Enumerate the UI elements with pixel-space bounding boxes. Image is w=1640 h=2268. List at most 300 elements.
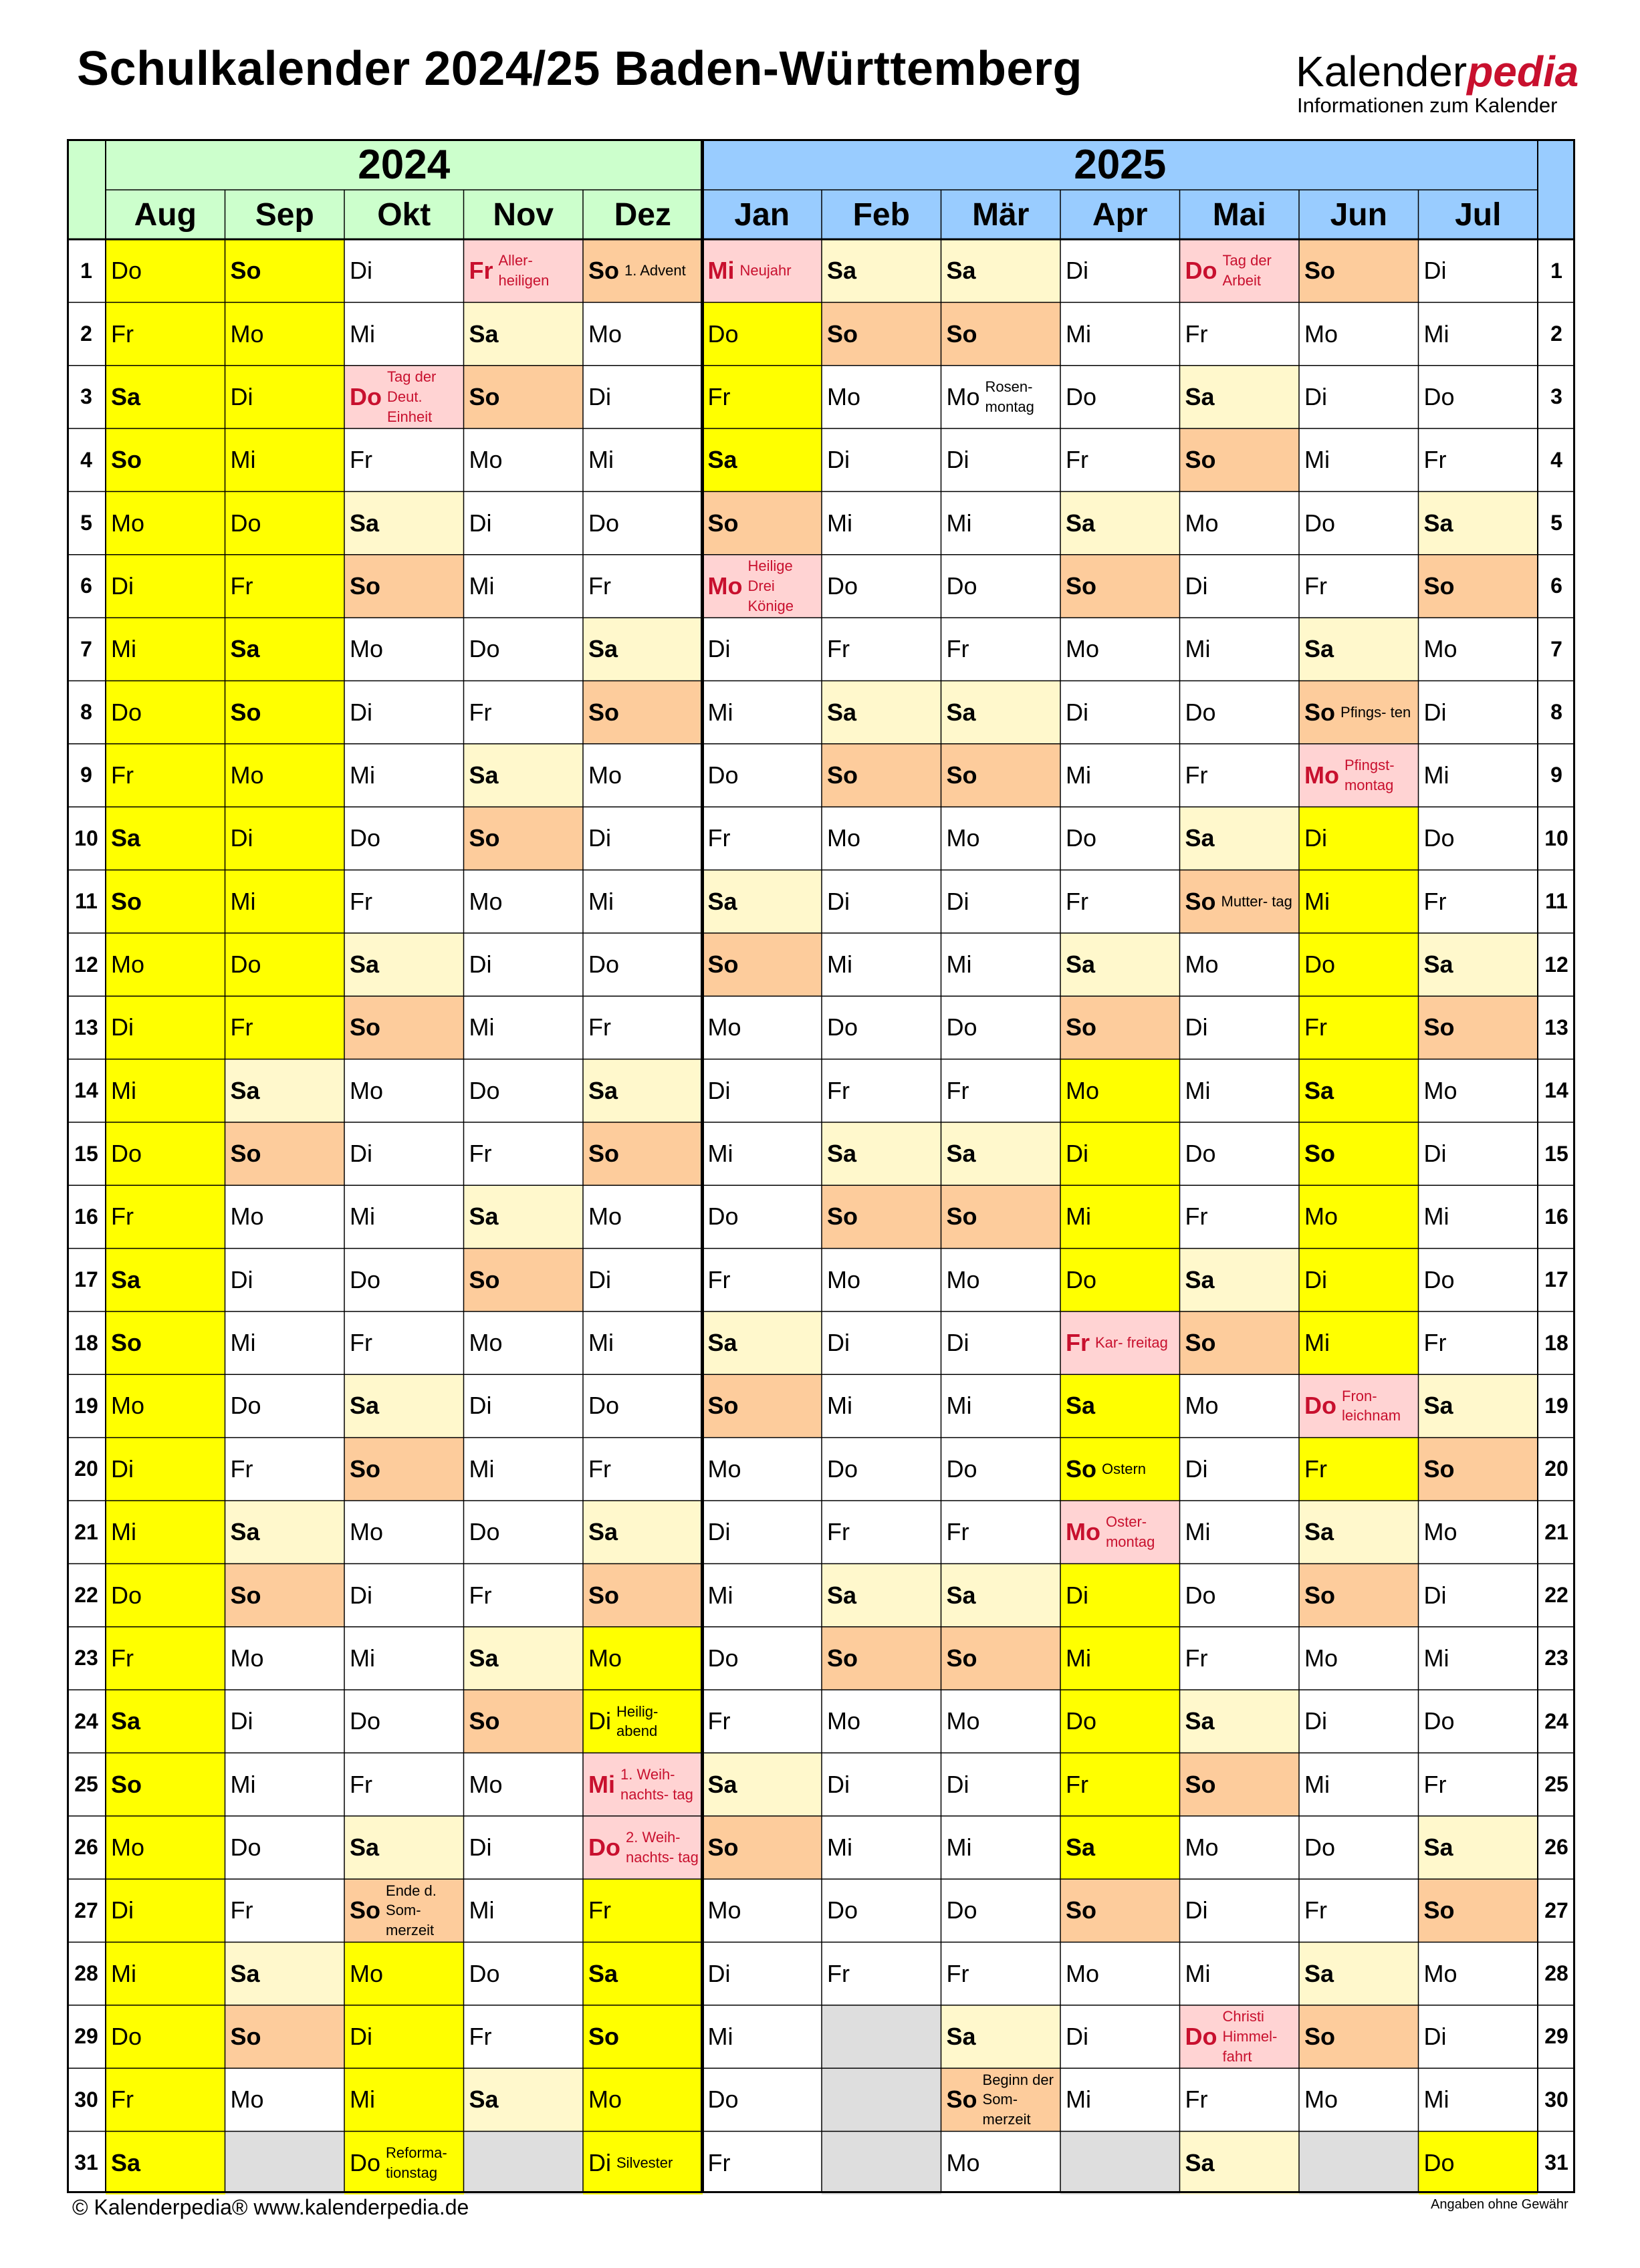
day-cell[interactable]: [1180, 1753, 1300, 1815]
day-cell[interactable]: [106, 996, 225, 1059]
day-cell[interactable]: [106, 2068, 225, 2131]
day-cell[interactable]: [344, 1311, 464, 1374]
day-cell[interactable]: [1180, 618, 1300, 680]
day-cell[interactable]: [822, 1816, 941, 1879]
day-cell[interactable]: [1060, 555, 1180, 618]
day-cell[interactable]: [941, 239, 1061, 302]
day-cell[interactable]: [941, 933, 1061, 996]
day-cell[interactable]: [106, 807, 225, 870]
day-cell[interactable]: [1060, 1501, 1180, 1563]
day-cell[interactable]: [1180, 239, 1300, 302]
day-cell[interactable]: [703, 1879, 822, 1942]
day-cell[interactable]: [1180, 996, 1300, 1059]
day-cell[interactable]: [1060, 1249, 1180, 1311]
day-cell[interactable]: [464, 1753, 584, 1815]
day-cell[interactable]: [225, 2068, 345, 2131]
day-cell[interactable]: [106, 1059, 225, 1122]
day-cell[interactable]: [464, 1438, 584, 1501]
day-cell[interactable]: [344, 1627, 464, 1690]
day-cell[interactable]: [1180, 302, 1300, 365]
day-cell[interactable]: [703, 1501, 822, 1563]
day-cell[interactable]: [583, 1059, 703, 1122]
day-cell[interactable]: [1299, 2005, 1419, 2068]
day-cell[interactable]: [225, 1311, 345, 1374]
day-cell[interactable]: [1419, 555, 1538, 618]
day-cell[interactable]: [703, 1311, 822, 1374]
day-cell[interactable]: [464, 807, 584, 870]
day-cell[interactable]: [1180, 2005, 1300, 2068]
day-cell[interactable]: [1299, 680, 1419, 743]
day-cell[interactable]: [703, 1249, 822, 1311]
day-cell[interactable]: [1299, 1501, 1419, 1563]
day-cell[interactable]: [464, 744, 584, 807]
day-cell[interactable]: [344, 2132, 464, 2194]
day-cell[interactable]: [703, 933, 822, 996]
day-cell[interactable]: [225, 1059, 345, 1122]
day-cell[interactable]: [1419, 1374, 1538, 1437]
day-cell[interactable]: [225, 744, 345, 807]
day-cell[interactable]: [344, 680, 464, 743]
day-cell[interactable]: [941, 1374, 1061, 1437]
day-cell[interactable]: [822, 491, 941, 554]
day-cell[interactable]: [822, 870, 941, 933]
day-cell[interactable]: [1060, 870, 1180, 933]
day-cell[interactable]: [225, 555, 345, 618]
day-cell[interactable]: [1060, 491, 1180, 554]
day-cell[interactable]: [822, 302, 941, 365]
day-cell[interactable]: [464, 1374, 584, 1437]
day-cell[interactable]: [464, 1122, 584, 1185]
day-cell[interactable]: [464, 1690, 584, 1753]
day-cell[interactable]: [1419, 996, 1538, 1059]
day-cell[interactable]: [583, 2068, 703, 2131]
day-cell[interactable]: [1419, 1753, 1538, 1815]
day-cell[interactable]: [822, 1627, 941, 1690]
day-cell[interactable]: [583, 1374, 703, 1437]
day-cell[interactable]: [344, 618, 464, 680]
day-cell[interactable]: [703, 618, 822, 680]
day-cell[interactable]: [1299, 1816, 1419, 1879]
day-cell[interactable]: [941, 1501, 1061, 1563]
day-cell[interactable]: [1060, 1563, 1180, 1626]
day-cell[interactable]: [583, 1185, 703, 1248]
day-cell[interactable]: [106, 1879, 225, 1942]
day-cell[interactable]: [1180, 1185, 1300, 1248]
day-cell[interactable]: [703, 555, 822, 618]
day-cell[interactable]: [822, 1059, 941, 1122]
day-cell[interactable]: [703, 1753, 822, 1815]
day-cell[interactable]: [583, 491, 703, 554]
day-cell[interactable]: [1299, 1122, 1419, 1185]
day-cell[interactable]: [1419, 1122, 1538, 1185]
day-cell[interactable]: [822, 1501, 941, 1563]
day-cell[interactable]: [106, 744, 225, 807]
day-cell[interactable]: [344, 744, 464, 807]
day-cell[interactable]: [583, 1690, 703, 1753]
day-cell[interactable]: [106, 366, 225, 428]
day-cell[interactable]: [1060, 366, 1180, 428]
day-cell[interactable]: [1060, 996, 1180, 1059]
day-cell[interactable]: [941, 1942, 1061, 2005]
day-cell[interactable]: [941, 1311, 1061, 1374]
day-cell[interactable]: [106, 1501, 225, 1563]
day-cell[interactable]: [344, 1438, 464, 1501]
day-cell[interactable]: [106, 1563, 225, 1626]
day-cell[interactable]: [1419, 618, 1538, 680]
day-cell[interactable]: [1180, 1501, 1300, 1563]
day-cell[interactable]: [464, 1563, 584, 1626]
day-cell[interactable]: [464, 1627, 584, 1690]
day-cell[interactable]: [1299, 239, 1419, 302]
day-cell[interactable]: [106, 618, 225, 680]
day-cell[interactable]: [1299, 933, 1419, 996]
day-cell[interactable]: [344, 1942, 464, 2005]
day-cell[interactable]: [344, 366, 464, 428]
day-cell[interactable]: [1180, 1249, 1300, 1311]
day-cell[interactable]: [703, 302, 822, 365]
day-cell[interactable]: [1299, 302, 1419, 365]
day-cell[interactable]: [106, 1249, 225, 1311]
day-cell[interactable]: [344, 239, 464, 302]
day-cell[interactable]: [703, 1942, 822, 2005]
day-cell[interactable]: [464, 1059, 584, 1122]
day-cell[interactable]: [1060, 1879, 1180, 1942]
day-cell[interactable]: [822, 933, 941, 996]
day-cell[interactable]: [1180, 491, 1300, 554]
day-cell[interactable]: [941, 1059, 1061, 1122]
day-cell[interactable]: [1419, 744, 1538, 807]
day-cell[interactable]: [941, 1185, 1061, 1248]
day-cell[interactable]: [1060, 1374, 1180, 1437]
day-cell[interactable]: [1419, 1690, 1538, 1753]
day-cell[interactable]: [941, 870, 1061, 933]
day-cell[interactable]: [106, 1753, 225, 1815]
day-cell[interactable]: [1299, 1374, 1419, 1437]
day-cell[interactable]: [106, 1311, 225, 1374]
day-cell[interactable]: [106, 1627, 225, 1690]
day-cell[interactable]: [583, 744, 703, 807]
day-cell[interactable]: [1060, 1753, 1180, 1815]
day-cell[interactable]: [703, 2005, 822, 2068]
day-cell[interactable]: [1060, 1438, 1180, 1501]
day-cell[interactable]: [1419, 1627, 1538, 1690]
day-cell[interactable]: [703, 1374, 822, 1437]
day-cell[interactable]: [1299, 1753, 1419, 1815]
day-cell[interactable]: [225, 870, 345, 933]
day-cell[interactable]: [1419, 2068, 1538, 2131]
day-cell[interactable]: [822, 366, 941, 428]
day-cell[interactable]: [822, 1438, 941, 1501]
day-cell[interactable]: [941, 366, 1061, 428]
day-cell[interactable]: [941, 1627, 1061, 1690]
day-cell[interactable]: [225, 933, 345, 996]
day-cell[interactable]: [703, 870, 822, 933]
day-cell[interactable]: [822, 1249, 941, 1311]
day-cell[interactable]: [583, 618, 703, 680]
day-cell[interactable]: [344, 302, 464, 365]
day-cell[interactable]: [941, 2005, 1061, 2068]
day-cell[interactable]: [703, 1185, 822, 1248]
day-cell[interactable]: [464, 618, 584, 680]
day-cell[interactable]: [1419, 1438, 1538, 1501]
day-cell[interactable]: [1060, 807, 1180, 870]
day-cell[interactable]: [1419, 1563, 1538, 1626]
day-cell[interactable]: [822, 1879, 941, 1942]
day-cell[interactable]: [1060, 2068, 1180, 2131]
day-cell[interactable]: [1419, 491, 1538, 554]
day-cell[interactable]: [464, 2068, 584, 2131]
day-cell[interactable]: [1299, 618, 1419, 680]
day-cell[interactable]: [822, 807, 941, 870]
day-cell[interactable]: [1299, 1690, 1419, 1753]
day-cell[interactable]: [225, 1879, 345, 1942]
day-cell[interactable]: [822, 1374, 941, 1437]
day-cell[interactable]: [1180, 870, 1300, 933]
day-cell[interactable]: [583, 2005, 703, 2068]
day-cell[interactable]: [1419, 1311, 1538, 1374]
day-cell[interactable]: [1419, 1942, 1538, 2005]
day-cell[interactable]: [941, 1122, 1061, 1185]
day-cell[interactable]: [1419, 1185, 1538, 1248]
day-cell[interactable]: [344, 1122, 464, 1185]
day-cell[interactable]: [106, 428, 225, 491]
day-cell[interactable]: [464, 239, 584, 302]
day-cell[interactable]: [703, 680, 822, 743]
day-cell[interactable]: [822, 618, 941, 680]
day-cell[interactable]: [1419, 2005, 1538, 2068]
day-cell[interactable]: [106, 491, 225, 554]
day-cell[interactable]: [941, 1563, 1061, 1626]
day-cell[interactable]: [225, 1438, 345, 1501]
day-cell[interactable]: [822, 555, 941, 618]
day-cell[interactable]: [583, 1816, 703, 1879]
day-cell[interactable]: [941, 1753, 1061, 1815]
day-cell[interactable]: [344, 1185, 464, 1248]
day-cell[interactable]: [1419, 1816, 1538, 1879]
day-cell[interactable]: [822, 428, 941, 491]
day-cell[interactable]: [225, 1374, 345, 1437]
day-cell[interactable]: [583, 1942, 703, 2005]
day-cell[interactable]: [344, 996, 464, 1059]
day-cell[interactable]: [344, 428, 464, 491]
day-cell[interactable]: [464, 366, 584, 428]
day-cell[interactable]: [1299, 428, 1419, 491]
day-cell[interactable]: [464, 2005, 584, 2068]
day-cell[interactable]: [225, 618, 345, 680]
day-cell[interactable]: [941, 428, 1061, 491]
day-cell[interactable]: [225, 996, 345, 1059]
day-cell[interactable]: [106, 302, 225, 365]
day-cell[interactable]: [1180, 744, 1300, 807]
day-cell[interactable]: [344, 1690, 464, 1753]
day-cell[interactable]: [703, 1438, 822, 1501]
day-cell[interactable]: [106, 1438, 225, 1501]
day-cell[interactable]: [1180, 2132, 1300, 2194]
day-cell[interactable]: [225, 807, 345, 870]
day-cell[interactable]: [822, 744, 941, 807]
day-cell[interactable]: [583, 1311, 703, 1374]
day-cell[interactable]: [703, 1059, 822, 1122]
day-cell[interactable]: [941, 2068, 1061, 2131]
day-cell[interactable]: [1419, 870, 1538, 933]
day-cell[interactable]: [106, 1816, 225, 1879]
day-cell[interactable]: [1419, 1059, 1538, 1122]
day-cell[interactable]: [1180, 1374, 1300, 1437]
day-cell[interactable]: [822, 680, 941, 743]
day-cell[interactable]: [583, 239, 703, 302]
day-cell[interactable]: [822, 1563, 941, 1626]
day-cell[interactable]: [822, 1185, 941, 1248]
day-cell[interactable]: [464, 1311, 584, 1374]
day-cell[interactable]: [1419, 1501, 1538, 1563]
day-cell[interactable]: [225, 428, 345, 491]
day-cell[interactable]: [1299, 1942, 1419, 2005]
day-cell[interactable]: [1299, 491, 1419, 554]
day-cell[interactable]: [1180, 2068, 1300, 2131]
day-cell[interactable]: [1299, 1249, 1419, 1311]
day-cell[interactable]: [464, 491, 584, 554]
day-cell[interactable]: [344, 1816, 464, 1879]
day-cell[interactable]: [464, 428, 584, 491]
day-cell[interactable]: [464, 870, 584, 933]
day-cell[interactable]: [703, 1690, 822, 1753]
day-cell[interactable]: [344, 1059, 464, 1122]
day-cell[interactable]: [941, 1438, 1061, 1501]
day-cell[interactable]: [941, 302, 1061, 365]
day-cell[interactable]: [703, 366, 822, 428]
day-cell[interactable]: [1299, 1311, 1419, 1374]
day-cell[interactable]: [1180, 1690, 1300, 1753]
day-cell[interactable]: [225, 1753, 345, 1815]
day-cell[interactable]: [1060, 1311, 1180, 1374]
day-cell[interactable]: [583, 1438, 703, 1501]
day-cell[interactable]: [1419, 933, 1538, 996]
day-cell[interactable]: [583, 933, 703, 996]
day-cell[interactable]: [1180, 680, 1300, 743]
day-cell[interactable]: [822, 239, 941, 302]
day-cell[interactable]: [1180, 1311, 1300, 1374]
day-cell[interactable]: [1060, 1122, 1180, 1185]
day-cell[interactable]: [941, 1879, 1061, 1942]
day-cell[interactable]: [225, 491, 345, 554]
day-cell[interactable]: [1060, 428, 1180, 491]
day-cell[interactable]: [464, 1879, 584, 1942]
day-cell[interactable]: [1180, 1627, 1300, 1690]
day-cell[interactable]: [1180, 807, 1300, 870]
day-cell[interactable]: [344, 1753, 464, 1815]
day-cell[interactable]: [106, 239, 225, 302]
day-cell[interactable]: [1180, 1438, 1300, 1501]
day-cell[interactable]: [941, 1690, 1061, 1753]
day-cell[interactable]: [1419, 302, 1538, 365]
day-cell[interactable]: [703, 2068, 822, 2131]
day-cell[interactable]: [941, 680, 1061, 743]
day-cell[interactable]: [344, 1879, 464, 1942]
day-cell[interactable]: [1299, 870, 1419, 933]
day-cell[interactable]: [1180, 555, 1300, 618]
day-cell[interactable]: [1060, 239, 1180, 302]
day-cell[interactable]: [1060, 1185, 1180, 1248]
day-cell[interactable]: [583, 2132, 703, 2194]
day-cell[interactable]: [464, 680, 584, 743]
day-cell[interactable]: [464, 555, 584, 618]
day-cell[interactable]: [1299, 1438, 1419, 1501]
day-cell[interactable]: [225, 1690, 345, 1753]
day-cell[interactable]: [583, 1563, 703, 1626]
day-cell[interactable]: [941, 744, 1061, 807]
day-cell[interactable]: [106, 1374, 225, 1437]
day-cell[interactable]: [1419, 239, 1538, 302]
day-cell[interactable]: [1060, 1942, 1180, 2005]
day-cell[interactable]: [703, 428, 822, 491]
day-cell[interactable]: [583, 1879, 703, 1942]
day-cell[interactable]: [1419, 2132, 1538, 2194]
day-cell[interactable]: [106, 680, 225, 743]
day-cell[interactable]: [941, 618, 1061, 680]
day-cell[interactable]: [106, 1122, 225, 1185]
day-cell[interactable]: [941, 2132, 1061, 2194]
day-cell[interactable]: [106, 2005, 225, 2068]
day-cell[interactable]: [1419, 428, 1538, 491]
day-cell[interactable]: [344, 807, 464, 870]
day-cell[interactable]: [1060, 1627, 1180, 1690]
day-cell[interactable]: [583, 1501, 703, 1563]
day-cell[interactable]: [941, 555, 1061, 618]
day-cell[interactable]: [225, 1816, 345, 1879]
day-cell[interactable]: [464, 1249, 584, 1311]
day-cell[interactable]: [583, 1122, 703, 1185]
day-cell[interactable]: [1060, 1059, 1180, 1122]
day-cell[interactable]: [225, 1563, 345, 1626]
day-cell[interactable]: [703, 996, 822, 1059]
day-cell[interactable]: [1299, 807, 1419, 870]
day-cell[interactable]: [1299, 1059, 1419, 1122]
day-cell[interactable]: [703, 1816, 822, 1879]
day-cell[interactable]: [464, 302, 584, 365]
day-cell[interactable]: [1299, 366, 1419, 428]
day-cell[interactable]: [225, 1627, 345, 1690]
day-cell[interactable]: [464, 1942, 584, 2005]
day-cell[interactable]: [106, 2132, 225, 2194]
day-cell[interactable]: [344, 2068, 464, 2131]
day-cell[interactable]: [225, 1122, 345, 1185]
day-cell[interactable]: [225, 302, 345, 365]
day-cell[interactable]: [583, 1249, 703, 1311]
day-cell[interactable]: [1299, 744, 1419, 807]
day-cell[interactable]: [583, 870, 703, 933]
day-cell[interactable]: [822, 1122, 941, 1185]
day-cell[interactable]: [1060, 618, 1180, 680]
day-cell[interactable]: [464, 933, 584, 996]
day-cell[interactable]: [703, 744, 822, 807]
day-cell[interactable]: [822, 1753, 941, 1815]
day-cell[interactable]: [1060, 2005, 1180, 2068]
day-cell[interactable]: [941, 1249, 1061, 1311]
day-cell[interactable]: [225, 1501, 345, 1563]
day-cell[interactable]: [225, 1185, 345, 1248]
day-cell[interactable]: [1060, 680, 1180, 743]
day-cell[interactable]: [106, 1690, 225, 1753]
day-cell[interactable]: [225, 1942, 345, 2005]
day-cell[interactable]: [703, 1563, 822, 1626]
day-cell[interactable]: [1299, 555, 1419, 618]
day-cell[interactable]: [1299, 996, 1419, 1059]
day-cell[interactable]: [1180, 1059, 1300, 1122]
day-cell[interactable]: [106, 1185, 225, 1248]
day-cell[interactable]: [1299, 1627, 1419, 1690]
day-cell[interactable]: [941, 996, 1061, 1059]
day-cell[interactable]: [583, 428, 703, 491]
